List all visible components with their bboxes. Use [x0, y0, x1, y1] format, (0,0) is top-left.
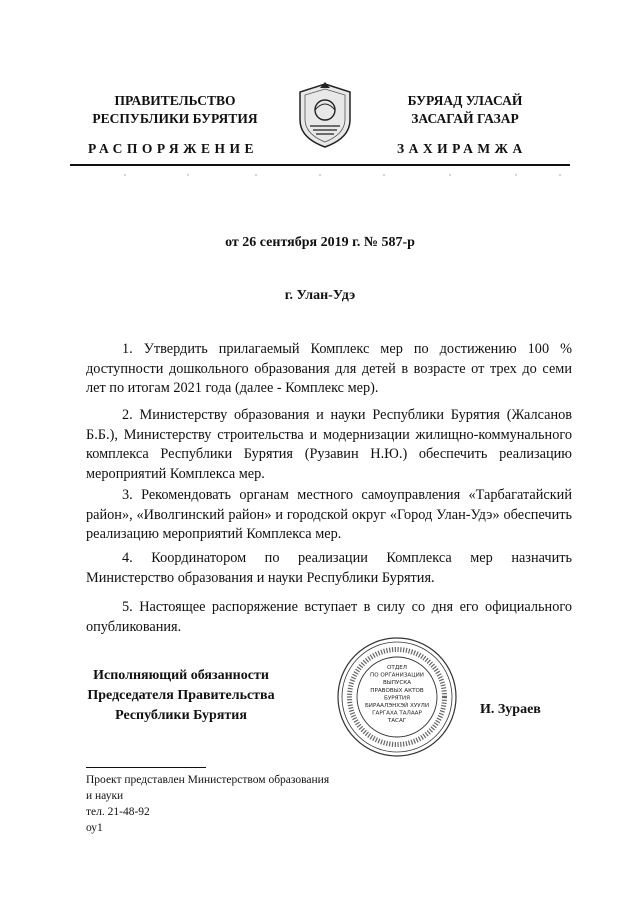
order-paragraph-2: 2. Министерству образования и науки Республики Бурятия (Жалсанов Б.Б.), Министерству строительства и модернизации жилищно-коммунального комплекса Республики Бурятия (Рузавин Н.Ю.) обеспечить реализацию мероприятий Комплекса мер.	[86, 407, 572, 482]
seal-text-line: ГАРГАХА ТАЛААР	[372, 710, 422, 717]
header-divider	[70, 164, 570, 166]
seal-text-line: ПРАВОВЫХ АКТОВ	[370, 687, 424, 694]
order-paragraph-3: 3. Рекомендовать органам местного самоуправления «Тарбагатайский район», «Иволгинский район» и городской округ «Город Улан-Удэ» обеспечить реализацию мероприятий Комплекса мер.	[86, 487, 572, 542]
seal-text-line: ТАСАГ	[387, 718, 407, 725]
seal-text-line: ОТДЕЛ	[387, 665, 407, 671]
header-right-line-1: БУРЯАД УЛАСАЙ	[407, 93, 523, 108]
document-city: г. Улан-Удэ	[284, 288, 356, 303]
seal-text-line: ПО ОРГАНИЗАЦИИ	[370, 672, 424, 679]
footnote-line-1: Проект представлен Министерством образования	[86, 774, 330, 786]
order-paragraph-5: 5. Настоящее распоряжение вступает в силу со дня его официального опубликования.	[86, 599, 572, 635]
header-dotted-line	[70, 170, 570, 180]
header-left-line-2: РЕСПУБЛИКИ БУРЯТИЯ	[92, 111, 258, 126]
document-code: оу1	[86, 822, 103, 834]
signatory-title-line-1: Исполняющий обязанности	[93, 668, 269, 683]
seal-text-line: ВЫПУСКА	[382, 680, 412, 687]
document-type-bur: ЗАХИРАМЖА	[397, 141, 527, 156]
order-paragraph-4: 4. Координатором по реализации Комплекса мер назначить Министерство образования и науки Республики Бурятия.	[86, 550, 572, 586]
footnote-divider	[86, 767, 206, 768]
footnote-line-2: и науки	[86, 790, 124, 802]
signatory-name: И. Зураев	[480, 702, 541, 717]
signatory-title	[70, 666, 292, 726]
signatory-title-line-3: Республики Бурятия	[115, 708, 247, 723]
government-name-ru	[70, 92, 280, 128]
order-paragraph-1: 1. Утвердить прилагаемый Комплекс мер по достижению 100 % доступности дошкольного образования для детей в возрасте от трех до семи лет по итогам 2021 года (далее - Комплекс мер).	[86, 341, 572, 396]
footnote-phone: тел. 21-48-92	[86, 806, 150, 818]
header-left-line-1: ПРАВИТЕЛЬСТВО	[114, 93, 236, 108]
seal-text-line: БИРААЛЭНХЭЙ ХУУЛИ	[364, 703, 430, 709]
coat-of-arms-icon	[296, 80, 354, 150]
seal-text-line: БУРЯТИЯ	[384, 695, 410, 702]
document-type-ru: РАСПОРЯЖЕНИЕ	[88, 141, 259, 156]
footnote	[86, 772, 329, 820]
official-seal-stamp	[336, 636, 458, 758]
header-right-line-2: ЗАСАГАЙ ГАЗАР	[411, 111, 519, 126]
document-date-number: от 26 сентября 2019 г. № 587-р	[225, 235, 415, 250]
signatory-title-line-2: Председателя Правительства	[87, 688, 275, 703]
government-name-bur	[365, 92, 565, 128]
